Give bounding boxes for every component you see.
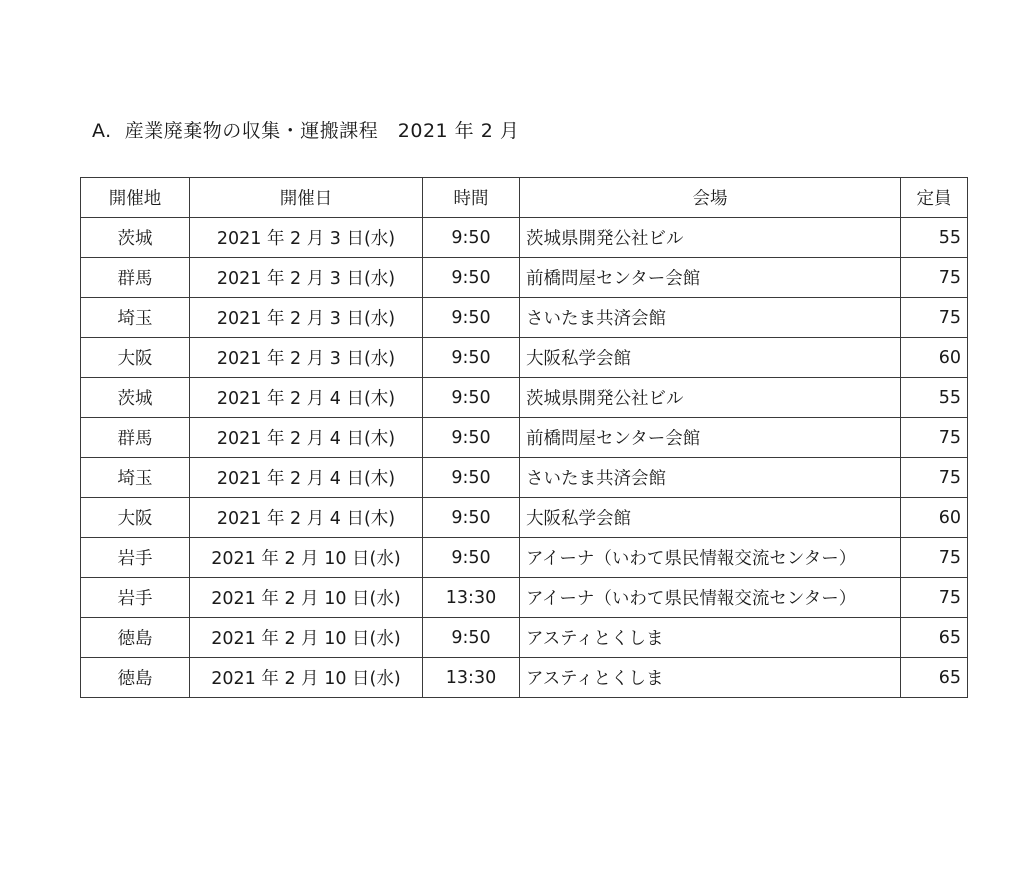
cell-time: 9:50 [423, 298, 520, 338]
header-place: 開催地 [81, 178, 190, 218]
table-row [81, 538, 968, 578]
cell-time: 9:50 [423, 538, 520, 578]
table-row [81, 658, 968, 698]
cell-venue: 大阪私学会館 [520, 338, 901, 378]
table-row [81, 498, 968, 538]
table-row [81, 378, 968, 418]
cell-venue: アイーナ（いわて県民情報交流センター） [520, 578, 901, 618]
cell-date: 2021 年 2 月 4 日(木) [190, 498, 423, 538]
cell-venue: アスティとくしま [520, 658, 901, 698]
table-row [81, 618, 968, 658]
cell-time: 9:50 [423, 378, 520, 418]
cell-time: 9:50 [423, 338, 520, 378]
table-row [81, 258, 968, 298]
header-row [81, 178, 968, 218]
header-capacity: 定員 [901, 178, 968, 218]
table-row [81, 418, 968, 458]
cell-time: 9:50 [423, 258, 520, 298]
cell-capacity: 75 [901, 298, 968, 338]
cell-place: 岩手 [81, 538, 190, 578]
cell-date: 2021 年 2 月 3 日(水) [190, 298, 423, 338]
cell-time: 9:50 [423, 418, 520, 458]
cell-venue: 大阪私学会館 [520, 498, 901, 538]
table-row [81, 578, 968, 618]
cell-capacity: 75 [901, 458, 968, 498]
header-date: 開催日 [190, 178, 423, 218]
cell-venue: アスティとくしま [520, 618, 901, 658]
cell-date: 2021 年 2 月 4 日(木) [190, 418, 423, 458]
cell-venue: 前橋問屋センター会館 [520, 418, 901, 458]
cell-capacity: 55 [901, 218, 968, 258]
cell-date: 2021 年 2 月 10 日(水) [190, 618, 423, 658]
table-row [81, 298, 968, 338]
cell-place: 大阪 [81, 498, 190, 538]
cell-capacity: 75 [901, 258, 968, 298]
cell-capacity: 60 [901, 338, 968, 378]
cell-venue: 茨城県開発公社ビル [520, 378, 901, 418]
cell-place: 岩手 [81, 578, 190, 618]
cell-date: 2021 年 2 月 10 日(水) [190, 538, 423, 578]
cell-venue: さいたま共済会館 [520, 298, 901, 338]
table-row [81, 338, 968, 378]
cell-venue: 茨城県開発公社ビル [520, 218, 901, 258]
cell-place: 徳島 [81, 658, 190, 698]
table-row [81, 458, 968, 498]
schedule-table [80, 177, 968, 698]
cell-date: 2021 年 2 月 3 日(水) [190, 338, 423, 378]
cell-time: 9:50 [423, 218, 520, 258]
cell-capacity: 55 [901, 378, 968, 418]
cell-place: 大阪 [81, 338, 190, 378]
cell-capacity: 65 [901, 618, 968, 658]
cell-time: 13:30 [423, 578, 520, 618]
cell-capacity: 65 [901, 658, 968, 698]
cell-capacity: 75 [901, 538, 968, 578]
cell-place: 埼玉 [81, 298, 190, 338]
cell-date: 2021 年 2 月 3 日(水) [190, 218, 423, 258]
cell-time: 13:30 [423, 658, 520, 698]
table-row [81, 218, 968, 258]
cell-capacity: 60 [901, 498, 968, 538]
cell-date: 2021 年 2 月 4 日(木) [190, 458, 423, 498]
cell-date: 2021 年 2 月 10 日(水) [190, 578, 423, 618]
cell-venue: アイーナ（いわて県民情報交流センター） [520, 538, 901, 578]
cell-venue: さいたま共済会館 [520, 458, 901, 498]
cell-time: 9:50 [423, 458, 520, 498]
cell-date: 2021 年 2 月 3 日(水) [190, 258, 423, 298]
cell-place: 群馬 [81, 418, 190, 458]
cell-date: 2021 年 2 月 10 日(水) [190, 658, 423, 698]
cell-date: 2021 年 2 月 4 日(木) [190, 378, 423, 418]
page-title: A. 産業廃棄物の収集・運搬課程 2021 年 2 月 [92, 120, 520, 142]
header-time: 時間 [423, 178, 520, 218]
cell-place: 茨城 [81, 378, 190, 418]
cell-place: 茨城 [81, 218, 190, 258]
cell-place: 群馬 [81, 258, 190, 298]
cell-venue: 前橋問屋センター会館 [520, 258, 901, 298]
cell-time: 9:50 [423, 498, 520, 538]
header-venue: 会場 [520, 178, 901, 218]
cell-place: 徳島 [81, 618, 190, 658]
cell-place: 埼玉 [81, 458, 190, 498]
cell-time: 9:50 [423, 618, 520, 658]
cell-capacity: 75 [901, 578, 968, 618]
cell-capacity: 75 [901, 418, 968, 458]
